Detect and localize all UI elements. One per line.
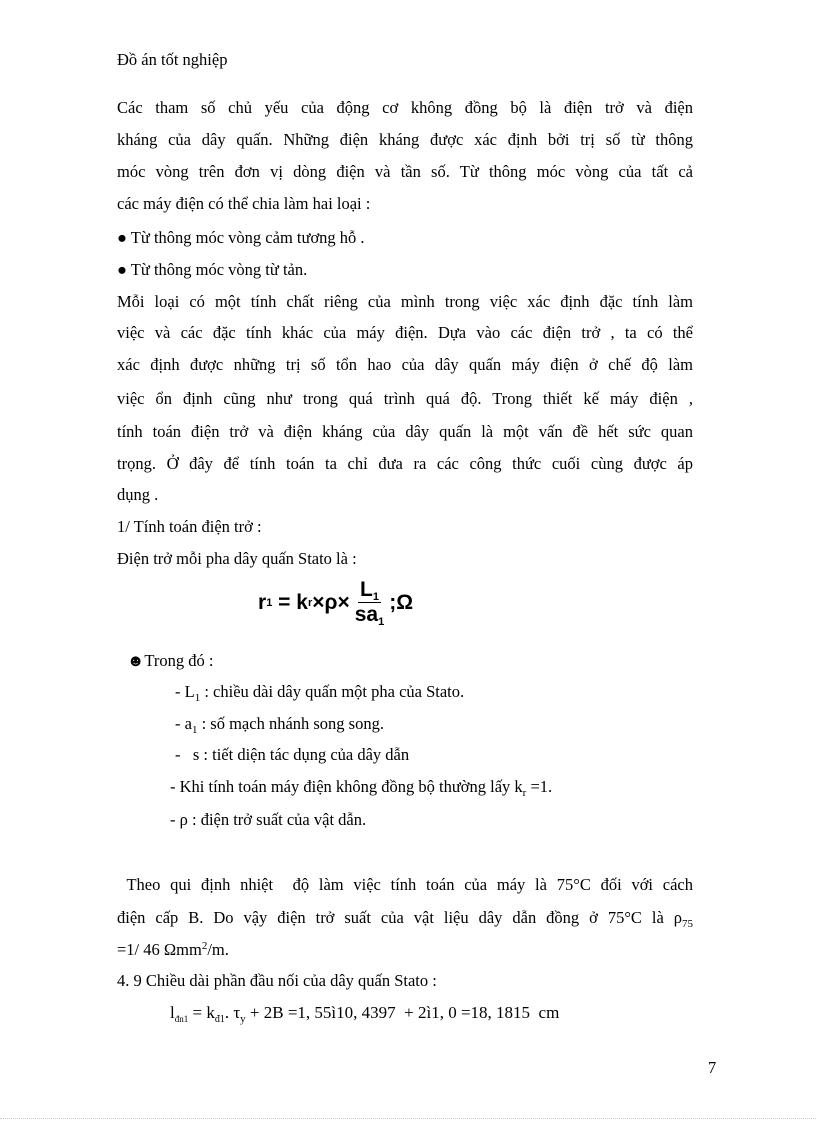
text-line: trọng. Ở đây để tính toán ta chỉ đưa ra các công thức cuối cùng được áp	[117, 454, 693, 473]
fraction: $\frac{L_1}{sa_1}$	[354, 578, 385, 628]
definition-item: - ρ : điện trở suất của vật dẫn.	[170, 810, 367, 829]
page-header: Đồ án tốt nghiệp	[117, 50, 228, 69]
text-line: Mỗi loại có một tính chất riêng của mình trong việc xác định đặc tính làm	[117, 292, 693, 311]
page-divider	[0, 1118, 816, 1119]
text-line: tính toán điện trở và điện kháng của dây quấn là một vấn đề hết sức quan	[117, 422, 693, 441]
end-connection-formula: $l_{đn1} = k_{đ1}$. $\tau_y + 2B =1$, 55ì10, 4397 + 2ì1, 0 =18, 1815 cm	[170, 1003, 560, 1025]
text-line: kháng của dây quấn. Những điện kháng được xác định bởi trị số từ thông	[117, 130, 693, 149]
definition-item: - $a_1$ : số mạch nhánh song song.	[175, 714, 384, 736]
section-heading: 4. 9 Chiều dài phần đầu nối của dây quấn Stato :	[117, 971, 437, 990]
definition-item: - s : tiết diện tác dụng của dây dẫn	[175, 745, 410, 764]
text-line: Các tham số chủ yếu của động cơ không đồng bộ là điện trở và điện	[117, 98, 693, 117]
page-number: 7	[708, 1058, 717, 1077]
bullet-item: ● Từ thông móc vòng cảm tương hỗ .	[117, 228, 365, 247]
text-line: việc ổn định cũng như trong quá trình quá độ. Trong thiết kế máy điện ,	[117, 389, 693, 408]
text-line: =1/ 46 Ωmm$^2$/m.	[117, 940, 229, 959]
text-line: điện cấp B. Do vậy điện trở suất của vật liệu dây dẫn đồng ở 75°C là $\rho_{75}$	[117, 908, 693, 930]
text-line: các máy điện có thể chia làm hai loại :	[117, 194, 371, 213]
definition-item: - $L_1$ : chiều dài dây quấn một pha của Stato.	[175, 682, 465, 704]
text-line: móc vòng trên đơn vị dòng điện và tần số. Từ thông móc vòng của tất cả	[117, 162, 693, 181]
section-heading: 1/ Tính toán điện trở :	[117, 517, 262, 536]
text-line: dụng .	[117, 485, 159, 504]
text-line: xác định được những trị số tổn hao của dây quấn máy điện ở chế độ làm	[117, 355, 693, 374]
text-line: Theo qui định nhiệt độ làm việc tính toán của máy là 75°C đối với cách	[117, 875, 693, 894]
where-label: ☻Trong đó :	[127, 651, 214, 670]
resistance-formula: r 1 = k r ×ρ× $\frac{L_1}{sa_1}$ ;Ω	[258, 578, 414, 628]
bullet-item: ● Từ thông móc vòng từ tản.	[117, 260, 308, 279]
definition-item: - Khi tính toán máy điện không đồng bộ thường lấy $k_r =1$.	[170, 777, 553, 799]
text-line: việc và các đặc tính khác của máy điện. Dựa vào các điện trở , ta có thể	[117, 323, 693, 342]
text-line: Điện trở mỗi pha dây quấn Stato là :	[117, 549, 357, 568]
